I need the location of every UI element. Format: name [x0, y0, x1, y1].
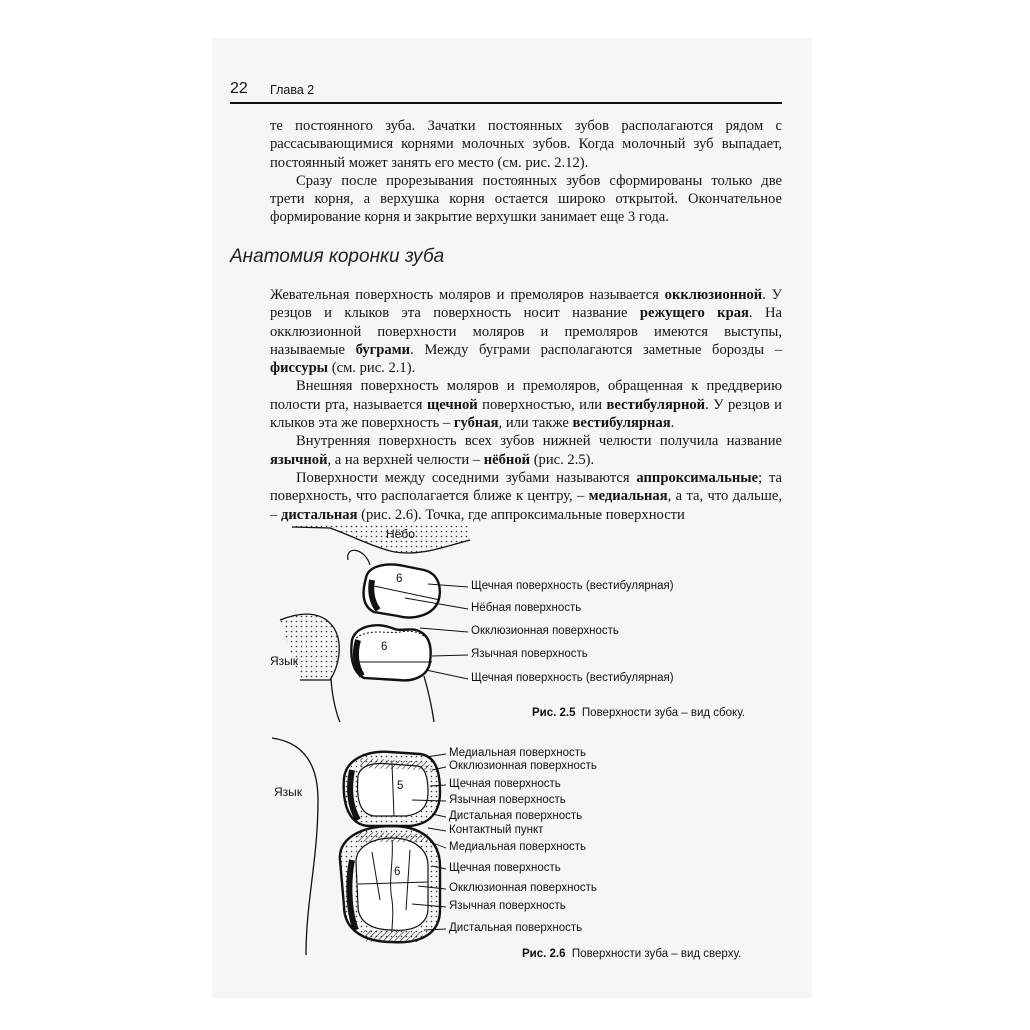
- fig26-label-9: Окклюзионная поверхность: [449, 882, 597, 894]
- text-run: . У резцов и клыков эта поверхность носит название: [270, 287, 782, 322]
- fig26-upper-tooth-number: 5: [397, 780, 404, 792]
- bold-term: вестибулярной: [606, 396, 706, 413]
- fig26-label-11: Дистальная поверхность: [449, 922, 583, 934]
- fig26-label-2: Окклюзионная поверхность: [449, 760, 597, 772]
- fig25-label-2: Нёбная поверхность: [471, 602, 582, 614]
- text-run: , или также: [498, 415, 573, 432]
- bold-term: медиальная: [588, 488, 668, 505]
- text-run: .: [670, 415, 675, 432]
- text-run: . На окклюзионной поверхности моляров и премоляров имеются выступы, называемые: [270, 305, 782, 358]
- text-run: (рис. 2.5).: [530, 451, 595, 468]
- bold-term: вестибулярная: [572, 415, 671, 432]
- fig26-label-1: Медиальная поверхность: [449, 747, 587, 759]
- fig25-label-1: Щечная поверхность (вестибулярная): [471, 580, 674, 592]
- fig26-caption-number: Рис. 2.6: [522, 948, 566, 960]
- fig25-drawing: [280, 524, 470, 722]
- intro-paragraph-2: Сразу после прорезывания постоянных зубов сформированы только две трети корня, а верхушка корня остается широко открытой. Окончательное формирование корня и закрытие верхушки занимает еще 3 года.: [270, 172, 782, 226]
- fig25-label-5: Щечная поверхность (вестибулярная): [471, 672, 674, 684]
- text-run: ; та поверхность, что располагается ближе к центру, –: [270, 469, 782, 505]
- fig26-label-3: Щечная поверхность: [449, 778, 561, 790]
- bold-term: нёбной: [483, 451, 531, 468]
- text-run: (рис. 2.6). Точка, где аппроксимальные поверхности: [357, 506, 685, 523]
- text-run: Поверхности между соседними зубами называются: [296, 469, 637, 486]
- fig26-label-4: Язычная поверхность: [449, 794, 566, 806]
- fig25-caption: [532, 707, 745, 719]
- fig25-palate-shading: [292, 524, 470, 553]
- text-run: , а та, что дальше, –: [270, 488, 782, 523]
- fig26-label-8: Щечная поверхность: [449, 862, 561, 874]
- page-number: 22: [230, 80, 248, 97]
- section-heading: Анатомия коронки зуба: [230, 246, 445, 267]
- text-run: . Между буграми располагаются заметные борозды –: [410, 341, 782, 358]
- fig25-tongue-label: Язык: [270, 654, 299, 668]
- fig25-upper-tooth-number: 6: [396, 573, 403, 585]
- fig26-label-5: Дистальная поверхность: [449, 810, 583, 822]
- text-run: Внутренняя поверхность всех зубов нижней челюсти получила название: [296, 433, 782, 450]
- text-run: поверхностью, или: [477, 396, 607, 413]
- bold-term: щечной: [426, 396, 478, 413]
- fig26-label-10: Язычная поверхность: [449, 900, 566, 912]
- fig26-label-6: Контактный пункт: [449, 824, 544, 836]
- bold-term: фиссуры: [270, 360, 329, 377]
- bold-term: дистальная: [280, 506, 358, 523]
- intro-paragraph-1: те постоянного зуба. Зачатки постоянных зубов располагаются рядом с рассасывающимися корнями молочных зубов. Когда молочный зуб выпадает, постоянный может занять его место (см. рис. 2.12).: [270, 118, 782, 171]
- text-run: , а на верхней челюсти –: [327, 451, 484, 468]
- bold-term: окклюзионной: [664, 287, 763, 303]
- fig26-caption: [522, 948, 741, 960]
- fig26-drawing: [272, 738, 446, 955]
- fig25-label-3: Окклюзионная поверхность: [471, 625, 619, 637]
- fig26-tongue-outline: [272, 738, 318, 955]
- fig25-lower-tooth-number: 6: [381, 641, 388, 653]
- text-run: . У резцов и клыков эта же поверхность –: [270, 396, 782, 432]
- fig25-lower-gum: [331, 676, 434, 722]
- fig26-label-7: Медиальная поверхность: [449, 841, 587, 853]
- text-run: Жевательная поверхность моляров и премоляров называется: [270, 287, 665, 303]
- text-run: (см. рис. 2.1).: [328, 360, 416, 377]
- chapter-title: Глава 2: [270, 83, 315, 97]
- fig26-lower-tooth-number: 6: [394, 866, 401, 878]
- text-run: Внешняя поверхность моляров и премоляров, обращенная к преддверию полости рта, называется: [270, 378, 782, 413]
- fig26-caption-text: Поверхности зуба – вид сверху.: [571, 948, 742, 960]
- bold-term: аппроксимальные: [636, 469, 759, 486]
- bold-term: режущего края: [639, 305, 749, 322]
- bold-term: буграми: [355, 341, 411, 358]
- fig25-caption-number: Рис. 2.5: [532, 707, 576, 719]
- bold-term: язычной: [270, 451, 328, 468]
- bold-term: губная: [453, 415, 499, 432]
- fig26-tongue-label: Язык: [274, 785, 303, 799]
- fig25-caption-text: Поверхности зуба – вид сбоку.: [581, 707, 745, 719]
- fig25-palate-label: Нёбо: [386, 527, 415, 541]
- fig25-label-4: Язычная поверхность: [471, 648, 588, 660]
- fig25-tongue: [280, 614, 339, 680]
